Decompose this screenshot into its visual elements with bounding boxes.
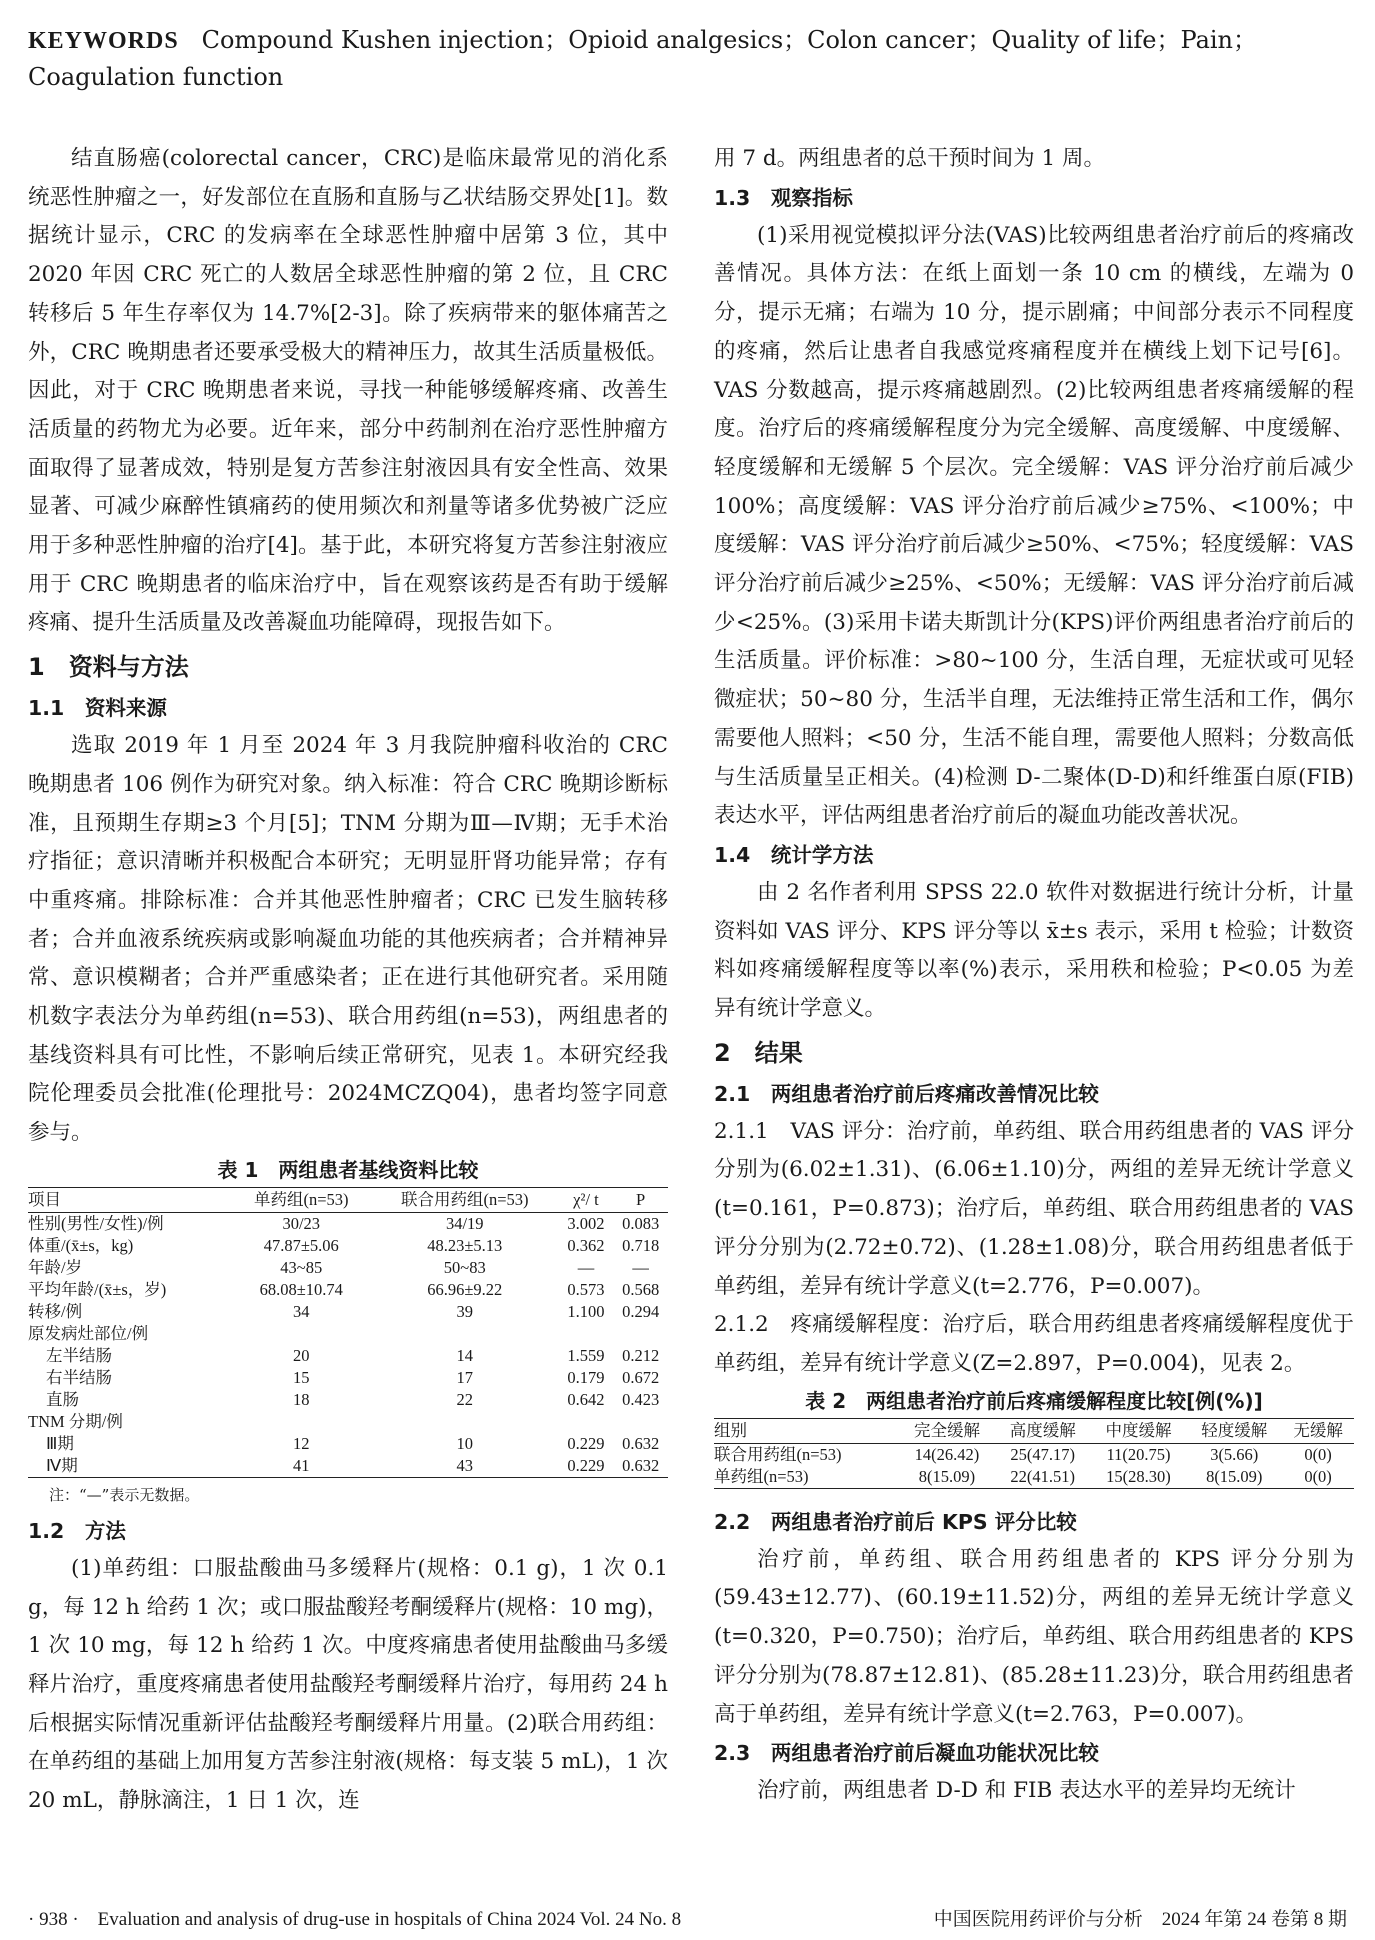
- table-cell: 0.718: [622, 1235, 660, 1255]
- table-row: [28, 1323, 668, 1345]
- paragraph-1-3: (1)采用视觉模拟评分法(VAS)比较两组患者治疗前后的疼痛改善情况。具体方法：在纸上面划一条 10 cm 的横线，左端为 0 分，提示无痛；右端为 10 分，提示剧痛；中间部分表示不同程度的疼痛，然后让患者自我感觉疼痛程度并在横线上划下记号[6]。VAS 分数越高，提示疼痛越剧烈。(2)比较两组患者疼痛缓解的程度。治疗后的疼痛缓解程度分为完全缓解、高度缓解、中度缓解、轻度缓解和无缓解 5 个层次。完全缓解：VAS 评分治疗前后减少 100%；高度缓解：VAS 评分治疗前后减少≥75%、<100%；中度缓解：VAS 评分治疗前后减少≥50%、<75%；轻度缓解：VAS 评分治疗前后减少≥25%、<50%；无缓解：VAS 评分治疗前后减少<25%。(3)采用卡诺夫斯凯计分(KPS)评价两组患者治疗前后的生活质量。评价标准：>80~100 分，生活自理，无症状或可见轻微症状；50~80 分，生活半自理，无法维持正常生活和工作，偶尔需要他人照料；<50 分，生活不能自理，需要他人照料；分数高低与生活质量呈正相关。(4)检测 D-二聚体(D-D)和纤维蛋白原(FIB)表达水平，评估两组患者治疗前后的凝血功能改善状况。: [714, 222, 1354, 829]
- section-heading-methods: 1 资料与方法: [28, 653, 189, 682]
- table-cell: —: [577, 1257, 595, 1277]
- table-cell: 68.08±10.74: [259, 1279, 343, 1299]
- table-cell: 0.212: [622, 1345, 660, 1365]
- table-cell: [232, 1411, 371, 1433]
- table-cell: 0.229: [559, 1455, 614, 1478]
- table-cell: 1.100: [567, 1301, 605, 1321]
- table-cell: 0.573: [567, 1279, 605, 1299]
- table-row: [28, 1301, 668, 1323]
- table-header-cell: P: [613, 1187, 668, 1212]
- table-cell: 0.568: [622, 1279, 660, 1299]
- table-cell: 22(41.51): [995, 1466, 1091, 1489]
- subsection-heading-1-3: 1.3 观察指标: [714, 185, 853, 210]
- table-cell: Ⅲ期: [46, 1433, 74, 1453]
- table-row: [28, 1345, 668, 1367]
- table-cell: 11(20.75): [1106, 1444, 1171, 1464]
- table1-note: 注：“—”表示无数据。: [49, 1485, 200, 1504]
- table-cell: 34: [292, 1301, 310, 1321]
- table-cell: 22: [456, 1389, 473, 1409]
- table-cell: 14(26.42): [914, 1444, 980, 1464]
- table-header-cell: 组别: [714, 1418, 899, 1443]
- paragraph-2-1-2: 2.1.2 疼痛缓解程度：治疗后，联合用药组患者疼痛缓解程度优于单药组，差异有统计学意义(Z=2.897，P=0.004)，见表 2。: [714, 1312, 1354, 1376]
- table-cell: 0.632: [622, 1433, 660, 1453]
- table-row: [28, 1389, 668, 1411]
- table-cell: 34/19: [445, 1213, 484, 1233]
- table-row: [28, 1279, 668, 1301]
- table-cell: [232, 1323, 371, 1345]
- table-cell: [371, 1323, 559, 1345]
- table-header-cell: χ²/ t: [559, 1187, 614, 1212]
- table-cell: 0(0): [1304, 1444, 1332, 1464]
- table-cell: 48.23±5.13: [427, 1235, 503, 1255]
- table-cell: —: [632, 1257, 649, 1277]
- table-cell: 3(5.66): [1210, 1444, 1259, 1464]
- table-cell: 10: [456, 1433, 473, 1453]
- table1: [28, 1187, 668, 1478]
- table-cell: 47.87±5.06: [263, 1235, 339, 1255]
- subsection-heading-2-3: 2.3 两组患者治疗前后凝血功能状况比较: [714, 1741, 1099, 1766]
- left-column: [28, 140, 668, 1821]
- table-header-cell: 高度缓解: [995, 1418, 1091, 1443]
- table-cell: 18: [292, 1389, 310, 1409]
- paragraph-1-2: (1)单药组：口服盐酸曲马多缓释片(规格：0.1 g)，1 次 0.1 g，每 12 h 给药 1 次；或口服盐酸羟考酮缓释片(规格：10 mg)，1 次 10 mg，每 12 h 给药 1 次。中度疼痛患者使用盐酸曲马多缓释片治疗，重度疼痛患者使用盐酸羟考酮缓释片治疗，每用药 24 h 后根据实际情况重新评估盐酸羟考酮缓释片用量。(2)联合用药组：在单药组的基础上加用复方苦参注射液(规格：每支装 5 mL)，1 次 20 mL，静脉滴注，1 日 1 次，连: [28, 1555, 668, 1814]
- table2-caption: 表 2 两组患者治疗前后疼痛缓解程度比较[例(%)]: [805, 1388, 1263, 1413]
- table-cell: 0.229: [567, 1433, 605, 1453]
- subsection-heading-1-2: 1.2 方法: [28, 1518, 126, 1543]
- table-cell: 43: [371, 1455, 559, 1478]
- table-header-cell: 完全缓解: [899, 1418, 995, 1443]
- paragraph-2-2: 治疗前，单药组、联合用药组患者的 KPS 评分分别为(59.43±12.77)、(60.19±11.52)分，两组的差异无统计学意义(t=0.320，P=0.750)；治疗后，单药组、联合用药组患者的 KPS 评分分别为(78.87±12.81)、(85.28±11.23)分，联合用药组患者高于单药组，差异有统计学意义(t=2.763，P=0.007)。: [714, 1546, 1354, 1727]
- table-cell: 直肠: [46, 1389, 79, 1409]
- table-cell: 8(15.09): [899, 1466, 995, 1489]
- table-header-cell: 中度缓解: [1091, 1418, 1187, 1443]
- table-cell: 14: [456, 1345, 473, 1365]
- table-cell: [613, 1411, 668, 1433]
- table-cell: 30/23: [282, 1213, 321, 1233]
- table-row: [28, 1367, 668, 1389]
- table-cell: 左半结肠: [46, 1345, 112, 1365]
- paragraph-1-1: 选取 2019 年 1 月至 2024 年 3 月我院肿瘤科收治的 CRC 晚期患者 106 例作为研究对象。纳入标准：符合 CRC 晚期诊断标准，且预期生存期≥3 个月[5]；TNM 分期为Ⅲ—Ⅳ期；无手术治疗指征；意识清晰并积极配合本研究；无明显肝肾功能异常；存有中重疼痛。排除标准：合并其他恶性肿瘤者；CRC 已发生脑转移者；合并血液系统疾病或影响凝血功能的其他疾病者；合并精神异常、意识模糊者；合并严重感染者；正在进行其他研究者。采用随机数字表法分为单药组(n=53)、联合用药组(n=53)，两组患者的基线资料具有可比性，不影响后续正常研究，见表 1。本研究经我院伦理委员会批准(伦理批号：2024MCZQ04)，患者均签字同意参与。: [28, 733, 668, 1146]
- table-cell: 15: [292, 1367, 310, 1387]
- section-heading-results: 2 结果: [714, 1038, 803, 1067]
- table-cell: [559, 1411, 614, 1433]
- table-cell: 0.672: [622, 1367, 660, 1387]
- paragraph-2-3: 治疗前，两组患者 D-D 和 FIB 表达水平的差异均无统计: [757, 1778, 1296, 1804]
- table-cell: 单药组(n=53): [714, 1466, 899, 1489]
- table-cell: 43~85: [280, 1257, 323, 1277]
- table-cell: [371, 1411, 559, 1433]
- table-row: [28, 1212, 668, 1235]
- subsection-heading-2-1: 2.1 两组患者治疗前后疼痛改善情况比较: [714, 1081, 1099, 1106]
- table-cell: 3.002: [567, 1213, 605, 1233]
- table-header-cell: 无缓解: [1282, 1418, 1354, 1443]
- table-cell: 0.423: [622, 1389, 660, 1409]
- paragraph-continued: 用 7 d。两组患者的总干预时间为 1 周。: [714, 146, 1105, 171]
- table-cell: 0.179: [567, 1367, 605, 1387]
- table-cell: 41: [232, 1455, 371, 1478]
- table-header-cell: 轻度缓解: [1186, 1418, 1282, 1443]
- table-header-cell: 单药组(n=53): [232, 1187, 371, 1212]
- subsection-heading-1-1: 1.1 资料来源: [28, 696, 167, 721]
- table-cell: 性别(男性/女性)/例: [28, 1213, 164, 1233]
- table-row: [28, 1257, 668, 1279]
- table-cell: 39: [456, 1301, 473, 1321]
- table-row: [714, 1466, 1354, 1489]
- table-cell: 平均年龄/(x̄±s，岁): [28, 1279, 167, 1299]
- table-cell: Ⅳ期: [28, 1455, 232, 1478]
- table-cell: 1.559: [567, 1345, 605, 1365]
- table-cell: 0.362: [567, 1235, 605, 1255]
- table-cell: TNM 分期/例: [28, 1411, 123, 1431]
- table-cell: 体重/(x̄±s，kg): [28, 1235, 134, 1255]
- table-header-cell: 联合用药组(n=53): [371, 1187, 559, 1212]
- table-cell: 12: [292, 1433, 310, 1453]
- paragraph-1-4: 由 2 名作者利用 SPSS 22.0 软件对数据进行统计分析，计量资料如 VAS 评分、KPS 评分等以 x̄±s 表示，采用 t 检验；计数资料如疼痛缓解程度等以率(%)表示，采用秩和检验；P<0.05 为差异有统计学意义。: [714, 879, 1354, 1022]
- table-cell: 25(47.17): [1010, 1444, 1076, 1464]
- table-cell: 0.642: [567, 1389, 605, 1409]
- table-cell: 0.632: [613, 1455, 668, 1478]
- subsection-heading-2-2: 2.2 两组患者治疗前后 KPS 评分比较: [714, 1509, 1077, 1534]
- table-cell: [559, 1323, 614, 1345]
- table-cell: 15(28.30): [1091, 1466, 1187, 1489]
- footer-right: 中国医院用药评价与分析 2024 年第 24 卷第 8 期: [933, 1909, 1347, 1930]
- table-cell: 原发病灶部位/例: [28, 1323, 149, 1343]
- table-row: [28, 1433, 668, 1455]
- table-cell: 0.294: [622, 1301, 660, 1321]
- table-row: [28, 1455, 668, 1478]
- table1-caption: 表 1 两组患者基线资料比较: [217, 1157, 479, 1182]
- table2: [714, 1418, 1354, 1489]
- table-row: [28, 1411, 668, 1433]
- table-cell: 年龄/岁: [28, 1257, 83, 1277]
- intro-paragraph: 结直肠癌(colorectal cancer，CRC)是临床最常见的消化系统恶性肿瘤之一，好发部位在直肠和直肠与乙状结肠交界处[1]。数据统计显示，CRC 的发病率在全球恶性肿瘤中居第 3 位，其中 2020 年因 CRC 死亡的人数居全球恶性肿瘤的第 2 位，且 CRC 转移后 5 年生存率仅为 14.7%[2-3]。除了疾病带来的躯体痛苦之外，CRC 晚期患者还要承受极大的精神压力，故其生活质量极低。因此，对于 CRC 晚期患者来说，寻找一种能够缓解疼痛、改善生活质量的药物尤为必要。近年来，部分中药制剂在治疗恶性肿瘤方面取得了显著成效，特别是复方苦参注射液因具有安全性高、效果显著、可减少麻醉性镇痛药的使用频次和剂量等诸多优势被广泛应用于多种恶性肿瘤的治疗[4]。基于此，本研究将复方苦参注射液应用于 CRC 晚期患者的临床治疗中，旨在观察该药是否有助于缓解疼痛、提升生活质量及改善凝血功能障碍，现报告如下。: [28, 146, 668, 636]
- table-cell: 联合用药组(n=53): [714, 1444, 842, 1464]
- keywords-block: [28, 22, 1350, 95]
- table-cell: 20: [292, 1345, 310, 1365]
- table-cell: 50~83: [443, 1257, 486, 1277]
- paragraph-2-1-1: 2.1.1 VAS 评分：治疗前，单药组、联合用药组患者的 VAS 评分分别为(6.02±1.31)、(6.06±1.10)分，两组的差异无统计学意义(t=0.161，P=0.873)；治疗后，单药组、联合用药组患者的 VAS 评分分别为(2.72±0.72)、(1.28±1.08)分，联合用药组患者低于单药组，差异有统计学意义(t=2.776，P=0.007)。: [714, 1118, 1354, 1299]
- table-cell: [613, 1323, 668, 1345]
- right-column: [714, 140, 1354, 1811]
- table-cell: 8(15.09): [1186, 1466, 1282, 1489]
- table-cell: 66.96±9.22: [427, 1279, 503, 1299]
- subsection-heading-1-4: 1.4 统计学方法: [714, 842, 874, 867]
- table-cell: 转移/例: [28, 1301, 83, 1321]
- table-header-cell: 项目: [28, 1187, 232, 1212]
- table-cell: 17: [456, 1367, 473, 1387]
- table-row: [714, 1443, 1354, 1466]
- table-cell: 0.083: [622, 1213, 660, 1233]
- keywords-text: Compound Kushen injection；Opioid analgesics；Colon cancer；Quality of life；Pain；Coagulation function: [28, 26, 1258, 91]
- keywords-label: KEYWORDS: [28, 28, 179, 54]
- table-row: [28, 1235, 668, 1257]
- footer-left: · 938 · Evaluation and analysis of drug-use in hospitals of China 2024 Vol. 24 No. 8: [28, 1909, 682, 1930]
- table-cell: 0(0): [1282, 1466, 1354, 1489]
- table-cell: 右半结肠: [46, 1367, 112, 1387]
